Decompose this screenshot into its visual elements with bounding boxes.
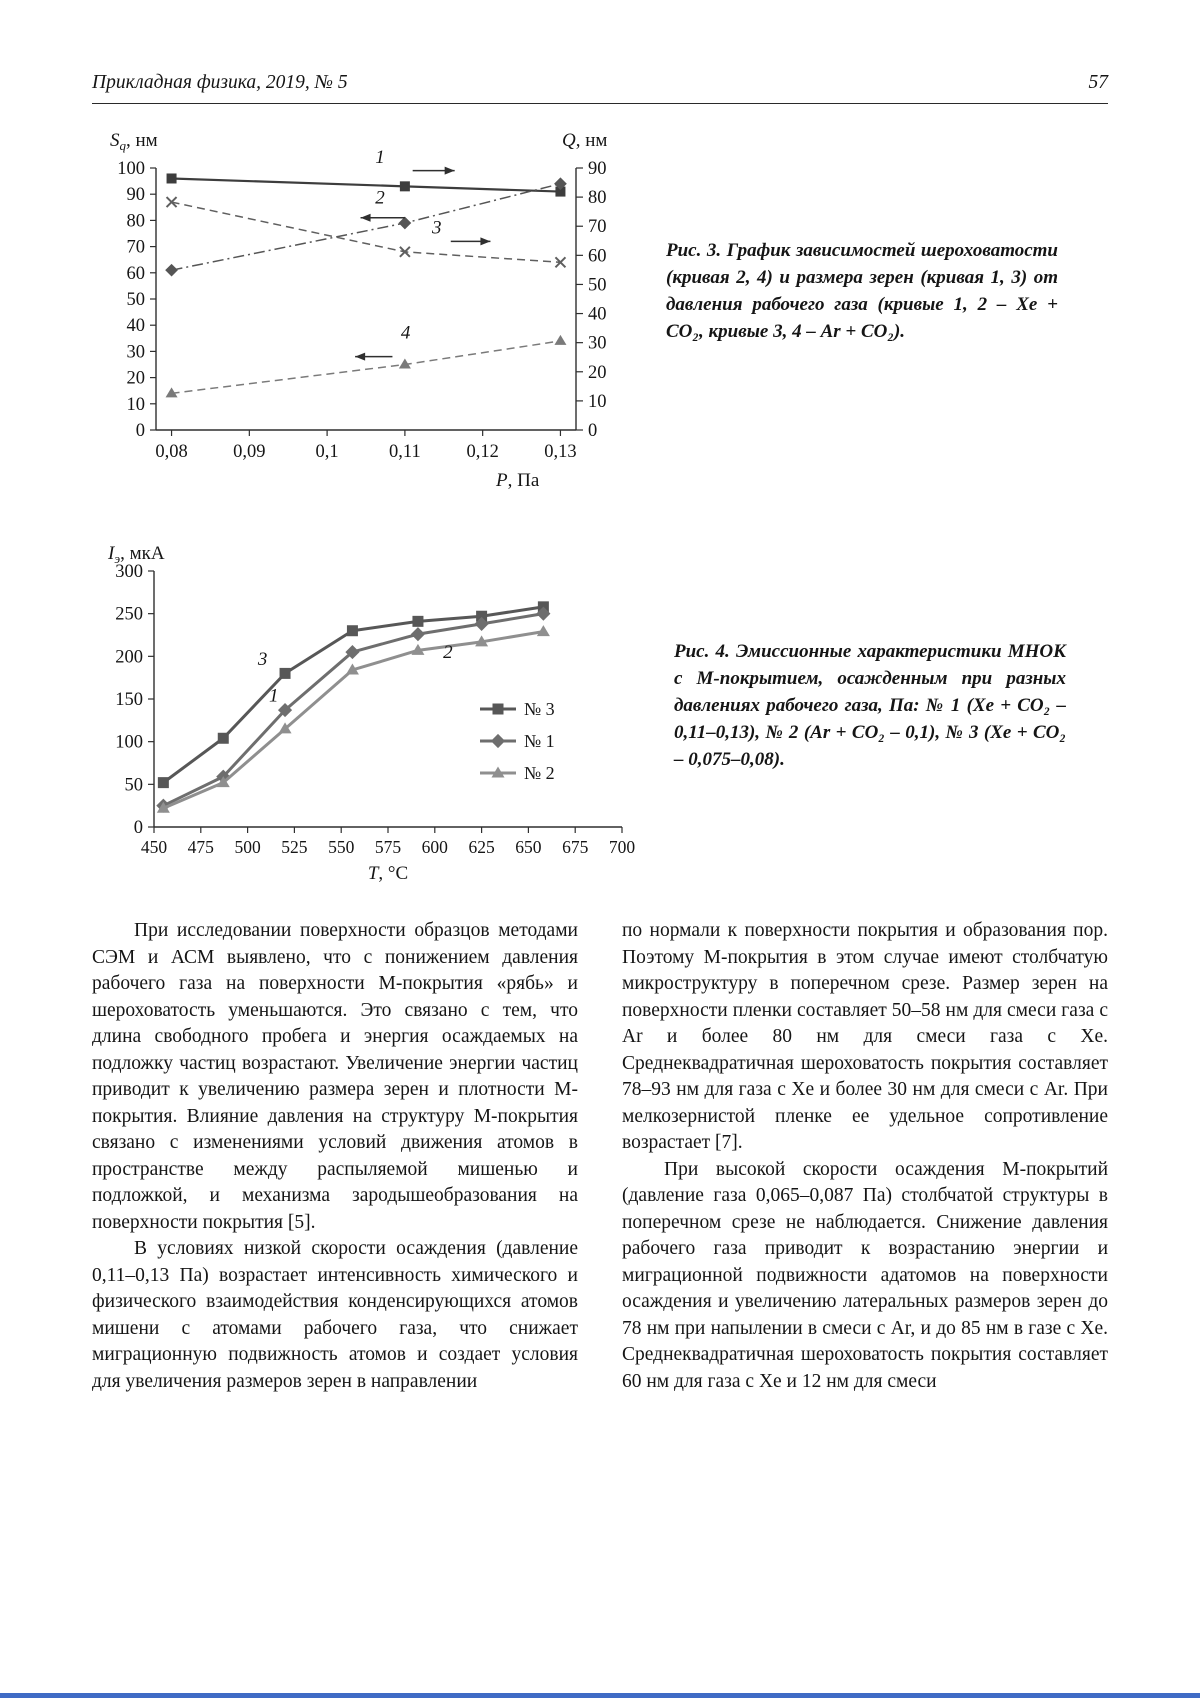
paragraph: В условиях низкой скорости осаждения (давление 0,11–0,13 Па) возрастает интенсивность химического и физического взаимодействия конденсирующихся атомов мишени с атомами рабочего газа, что снижает миграционную подвижность атомов и создает условия для увеличения размеров зерен в направлении xyxy=(92,1238,578,1392)
svg-text:675: 675 xyxy=(562,837,589,857)
figure4-caption xyxy=(674,639,1066,774)
svg-text:0,09: 0,09 xyxy=(233,442,266,462)
svg-text:0,08: 0,08 xyxy=(155,442,188,462)
svg-text:20: 20 xyxy=(588,362,607,383)
svg-text:650: 650 xyxy=(515,837,542,857)
svg-text:70: 70 xyxy=(588,217,607,238)
svg-text:10: 10 xyxy=(588,391,607,412)
svg-text:Iэ, мкА: $I_э$, мкА xyxy=(108,543,165,566)
svg-text:80: 80 xyxy=(126,211,145,232)
bottom-edge-bar xyxy=(0,1693,1200,1698)
svg-text:3: 3 xyxy=(257,648,268,670)
svg-text:T, °C: T, °C xyxy=(367,863,409,884)
figure3-caption xyxy=(666,238,1058,346)
svg-text:250: 250 xyxy=(115,604,143,625)
svg-text:2: 2 xyxy=(443,642,453,664)
svg-text:3: 3 xyxy=(432,217,442,239)
svg-text:475: 475 xyxy=(187,837,214,857)
svg-text:30: 30 xyxy=(126,342,145,363)
figure4-chart xyxy=(92,537,652,894)
svg-text:№ 1: № 1 xyxy=(524,731,555,751)
svg-text:700: 700 xyxy=(608,837,636,857)
svg-text:P, Па: P, Па xyxy=(496,470,540,491)
svg-text:0: 0 xyxy=(135,421,145,441)
svg-text:60: 60 xyxy=(588,246,607,267)
svg-text:300: 300 xyxy=(115,562,143,582)
svg-text:40: 40 xyxy=(126,316,145,337)
svg-text:Sq, нм: $S_q$, нм xyxy=(110,130,158,153)
page-header xyxy=(92,72,1108,104)
svg-text:1: 1 xyxy=(269,685,279,707)
page-number: 57 xyxy=(1088,72,1108,93)
svg-text:80: 80 xyxy=(588,188,607,209)
svg-text:0,13: 0,13 xyxy=(544,442,577,462)
figure4-plot-svg xyxy=(92,537,652,889)
svg-text:№ 2: № 2 xyxy=(524,763,555,783)
svg-text:200: 200 xyxy=(115,647,143,668)
body-left-column xyxy=(92,918,578,1395)
svg-text:90: 90 xyxy=(126,185,145,206)
svg-text:50: 50 xyxy=(588,275,607,296)
figure3-plot-svg xyxy=(92,118,644,498)
svg-text:625: 625 xyxy=(468,837,495,857)
svg-text:0: 0 xyxy=(133,818,143,838)
svg-text:450: 450 xyxy=(140,837,168,857)
svg-text:500: 500 xyxy=(234,837,261,857)
svg-text:150: 150 xyxy=(115,690,143,710)
figure3-caption-text: График зависимостей шероховатости (кривая 2, 4) и размера зерен (кривая 1, 3) от давления рабочего газа (кривые 1, 2 – Xe + CO₂, кривые 3, 4 – Ar + CO₂). xyxy=(666,240,1058,342)
body-text xyxy=(92,918,1108,1395)
journal-title: Прикладная физика, 2019, № 5 xyxy=(92,72,348,93)
svg-text:40: 40 xyxy=(588,304,607,325)
svg-text:100: 100 xyxy=(117,159,145,179)
body-right-column xyxy=(622,918,1108,1395)
svg-text:№ 3: № 3 xyxy=(524,699,555,719)
svg-text:90: 90 xyxy=(588,159,607,179)
svg-text:100: 100 xyxy=(115,732,143,753)
svg-text:4: 4 xyxy=(400,322,411,344)
svg-text:600: 600 xyxy=(421,837,448,857)
svg-text:575: 575 xyxy=(374,837,402,857)
svg-text:10: 10 xyxy=(126,394,145,415)
svg-text:0,12: 0,12 xyxy=(466,442,499,462)
paragraph: по нормали к поверхности покрытия и образования пор. Поэтому М-покрытия в этом случае имеют столбчатую микроструктуру в поперечном срезе. Размер зерен на поверхности пленки составляет 50–58 нм для смеси газа с Ar и более 80 нм для смеси газа с Xe. Среднеквадратичная шероховатость покрытия составляет 78–93 нм для газа с Xe и более 30 нм для смеси с Ar. При мелкозернистой пленке ее удельное сопротивление возрастает [7]. xyxy=(622,920,1108,1154)
figure4-section xyxy=(92,537,1108,894)
figure3-section xyxy=(92,118,1108,503)
svg-text:50: 50 xyxy=(126,290,145,310)
svg-text:525: 525 xyxy=(281,837,308,857)
figure3-caption-label: Рис. 3. xyxy=(666,240,722,261)
svg-text:0,1: 0,1 xyxy=(315,442,339,462)
figure3-chart xyxy=(92,118,644,503)
svg-text:70: 70 xyxy=(126,237,145,258)
paragraph: При исследовании поверхности образцов методами СЭМ и АСМ выявлено, что с понижением давления рабочего газа на поверхности М-покрытия «рябь» и шероховатость уменьшаются. Это связано с тем, что длина свободного пробега и энергия осаждаемых на подложку частиц возрастают. Увеличение энергии частиц приводит к увеличению размера зерен и плотности М-покрытия. Влияние давления на структуру М-покрытия связано с изменениями условий движения атомов в пространстве между распыляемой мишенью и подложкой, и механизма зародышеобразования на поверхности покрытия [5]. xyxy=(92,920,578,1233)
svg-text:Q, нм: Q, нм xyxy=(562,130,608,151)
svg-text:20: 20 xyxy=(126,368,145,389)
paragraph: При высокой скорости осаждения М-покрытий (давление газа 0,065–0,087 Па) столбчатой структуры в поперечном срезе не наблюдается. Снижение давления рабочего газа приводит к возрастанию энергии и миграционной подвижности адатомов на поверхности осаждения и увеличению латеральных размеров зерен до 78 нм при напылении в смеси с Ar, и до 85 нм в газе с Xe. Среднеквадратичная шероховатость покрытия составляет 60 нм для газа с Xe и 12 нм для смеси xyxy=(622,1158,1108,1392)
figure4-caption-label: Рис. 4. xyxy=(674,641,730,662)
svg-text:50: 50 xyxy=(124,775,143,796)
svg-text:30: 30 xyxy=(588,333,607,354)
svg-text:1: 1 xyxy=(375,146,385,168)
svg-text:2: 2 xyxy=(375,187,385,209)
figure4-caption-text: Эмиссионные характеристики МНОК с М-покрытием, осажденным при разных давлениях рабочего газа, Па: № 1 (Xe + CO₂ – 0,11–0,13), № 2 (Ar + CO₂ – 0,1), № 3 (Xe + CO₂ – 0,075–0,08). xyxy=(674,641,1067,770)
svg-text:0,11: 0,11 xyxy=(389,442,421,462)
svg-text:60: 60 xyxy=(126,263,145,284)
svg-text:0: 0 xyxy=(588,421,598,441)
svg-text:550: 550 xyxy=(328,837,355,857)
